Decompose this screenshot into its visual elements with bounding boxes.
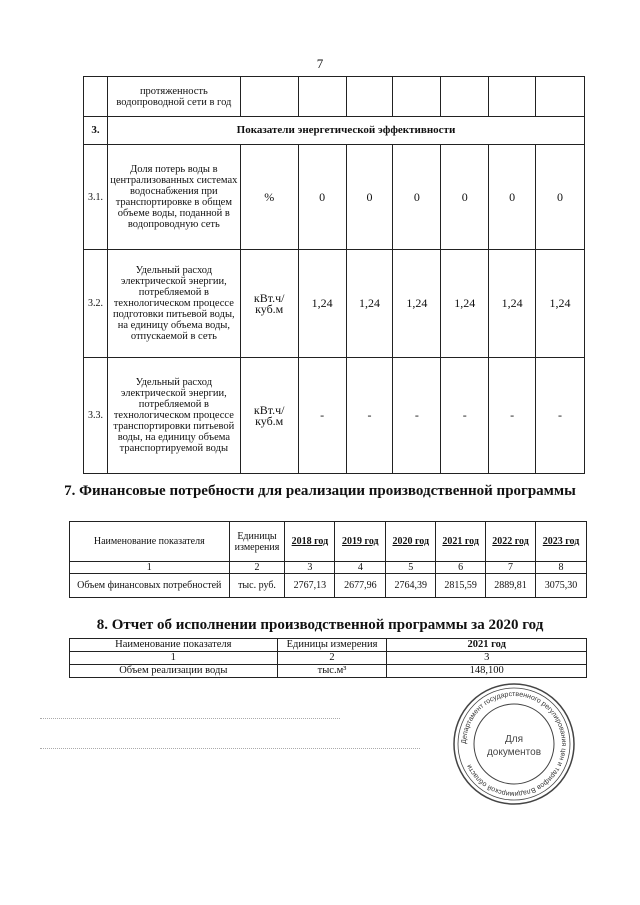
table-header-row	[70, 522, 587, 562]
value-cell: 2889,81	[486, 574, 536, 598]
section-title: Показатели энергетической эффективности	[107, 117, 584, 145]
unit-cell: кВт.ч/куб.м	[240, 250, 298, 358]
section-8-heading: 8. Отчет об исполнении производственной программы за 2020 год	[96, 617, 544, 633]
value-cell	[298, 77, 346, 117]
stamp-ring-text: Департамент государственного регулирования цен и тарифов Владимирской области	[460, 690, 568, 798]
value-cell: 1,24	[298, 250, 346, 358]
column-header: Наименование показателя	[70, 522, 230, 562]
section-7-heading: 7. Финансовые потребности для реализации производственной программы	[64, 483, 576, 499]
index-cell: 3	[387, 652, 587, 665]
value-cell: 2764,39	[386, 574, 436, 598]
divider	[40, 718, 340, 719]
indicator-name: Объем финансовых потребностей	[70, 574, 230, 598]
column-header: Наименование показателя	[70, 639, 278, 652]
index-row	[70, 562, 587, 574]
value-cell: 0	[536, 145, 585, 250]
table-row	[84, 358, 585, 474]
value-cell: 0	[346, 145, 393, 250]
value-cell: -	[489, 358, 536, 474]
table-row	[70, 665, 587, 678]
value-cell: 2677,96	[335, 574, 386, 598]
table-row	[84, 145, 585, 250]
row-number: 3.1.	[84, 145, 108, 250]
value-cell	[346, 77, 393, 117]
indicators-table	[83, 76, 585, 474]
indicator-name: Удельный расход электрической энергии, потребляемой в технологическом процессе транспортировки питьевой воды, на единицу объема транспортируемой воды	[107, 358, 240, 474]
indicator-name: Доля потерь воды в централизованных системах водоснабжения при транспортировке в общем объеме воды, поданной в водопроводную сеть	[107, 145, 240, 250]
index-cell: 7	[486, 562, 536, 574]
column-header: 2020 год	[386, 522, 436, 562]
page-number: 7	[316, 56, 324, 71]
value-cell: 0	[489, 145, 536, 250]
value-cell: -	[536, 358, 585, 474]
index-cell: 4	[335, 562, 386, 574]
column-header: Единицы измерения	[229, 522, 285, 562]
column-header: 2021 год	[436, 522, 486, 562]
column-header: 2021 год	[387, 639, 587, 652]
stamp-center-text: Для	[504, 734, 524, 745]
index-cell: 2	[277, 652, 387, 665]
value-cell: 0	[393, 145, 441, 250]
value-cell: -	[441, 358, 489, 474]
column-header: 2023 год	[536, 522, 587, 562]
index-cell: 8	[536, 562, 587, 574]
value-cell: 0	[298, 145, 346, 250]
value-cell: 1,24	[441, 250, 489, 358]
column-header: 2018 год	[285, 522, 335, 562]
financial-needs-table	[69, 521, 587, 598]
program-report-table	[69, 638, 587, 678]
index-cell: 1	[70, 652, 278, 665]
column-header: Единицы измерения	[277, 639, 387, 652]
value-cell: 148,100	[387, 665, 587, 678]
official-stamp	[452, 682, 576, 806]
unit-cell: тыс.м³	[277, 665, 387, 678]
column-header: 2019 год	[335, 522, 386, 562]
value-cell: 3075,30	[536, 574, 587, 598]
index-cell: 1	[70, 562, 230, 574]
value-cell: 1,24	[489, 250, 536, 358]
section-number: 3.	[84, 117, 108, 145]
stamp-center-text: документов	[486, 747, 542, 758]
unit-cell: тыс. руб.	[229, 574, 285, 598]
index-cell: 5	[386, 562, 436, 574]
row-number: 3.2.	[84, 250, 108, 358]
value-cell: -	[346, 358, 393, 474]
table-row	[70, 574, 587, 598]
value-cell: 2767,13	[285, 574, 335, 598]
column-header: 2022 год	[486, 522, 536, 562]
value-cell	[393, 77, 441, 117]
indicator-name: протяженность водопроводной сети в год	[107, 77, 240, 117]
index-cell: 6	[436, 562, 486, 574]
value-cell: 2815,59	[436, 574, 486, 598]
value-cell: -	[393, 358, 441, 474]
indicator-name: Объем реализации воды	[70, 665, 278, 678]
value-cell	[489, 77, 536, 117]
value-cell	[536, 77, 585, 117]
value-cell: -	[298, 358, 346, 474]
row-number: 3.3.	[84, 358, 108, 474]
index-cell: 3	[285, 562, 335, 574]
value-cell: 0	[441, 145, 489, 250]
table-row	[84, 250, 585, 358]
value-cell: 1,24	[393, 250, 441, 358]
row-number	[84, 77, 108, 117]
unit-cell: %	[240, 145, 298, 250]
value-cell: 1,24	[346, 250, 393, 358]
value-cell	[441, 77, 489, 117]
index-row	[70, 652, 587, 665]
table-header-row	[70, 639, 587, 652]
table-row	[84, 77, 585, 117]
divider	[40, 748, 420, 749]
unit-cell: кВт.ч/куб.м	[240, 358, 298, 474]
index-cell: 2	[229, 562, 285, 574]
unit-cell	[240, 77, 298, 117]
section-row	[84, 117, 585, 145]
value-cell: 1,24	[536, 250, 585, 358]
indicator-name: Удельный расход электрической энергии, потребляемой в технологическом процессе подготовки питьевой воды, на единицу объема воды, отпускаемой в сеть	[107, 250, 240, 358]
